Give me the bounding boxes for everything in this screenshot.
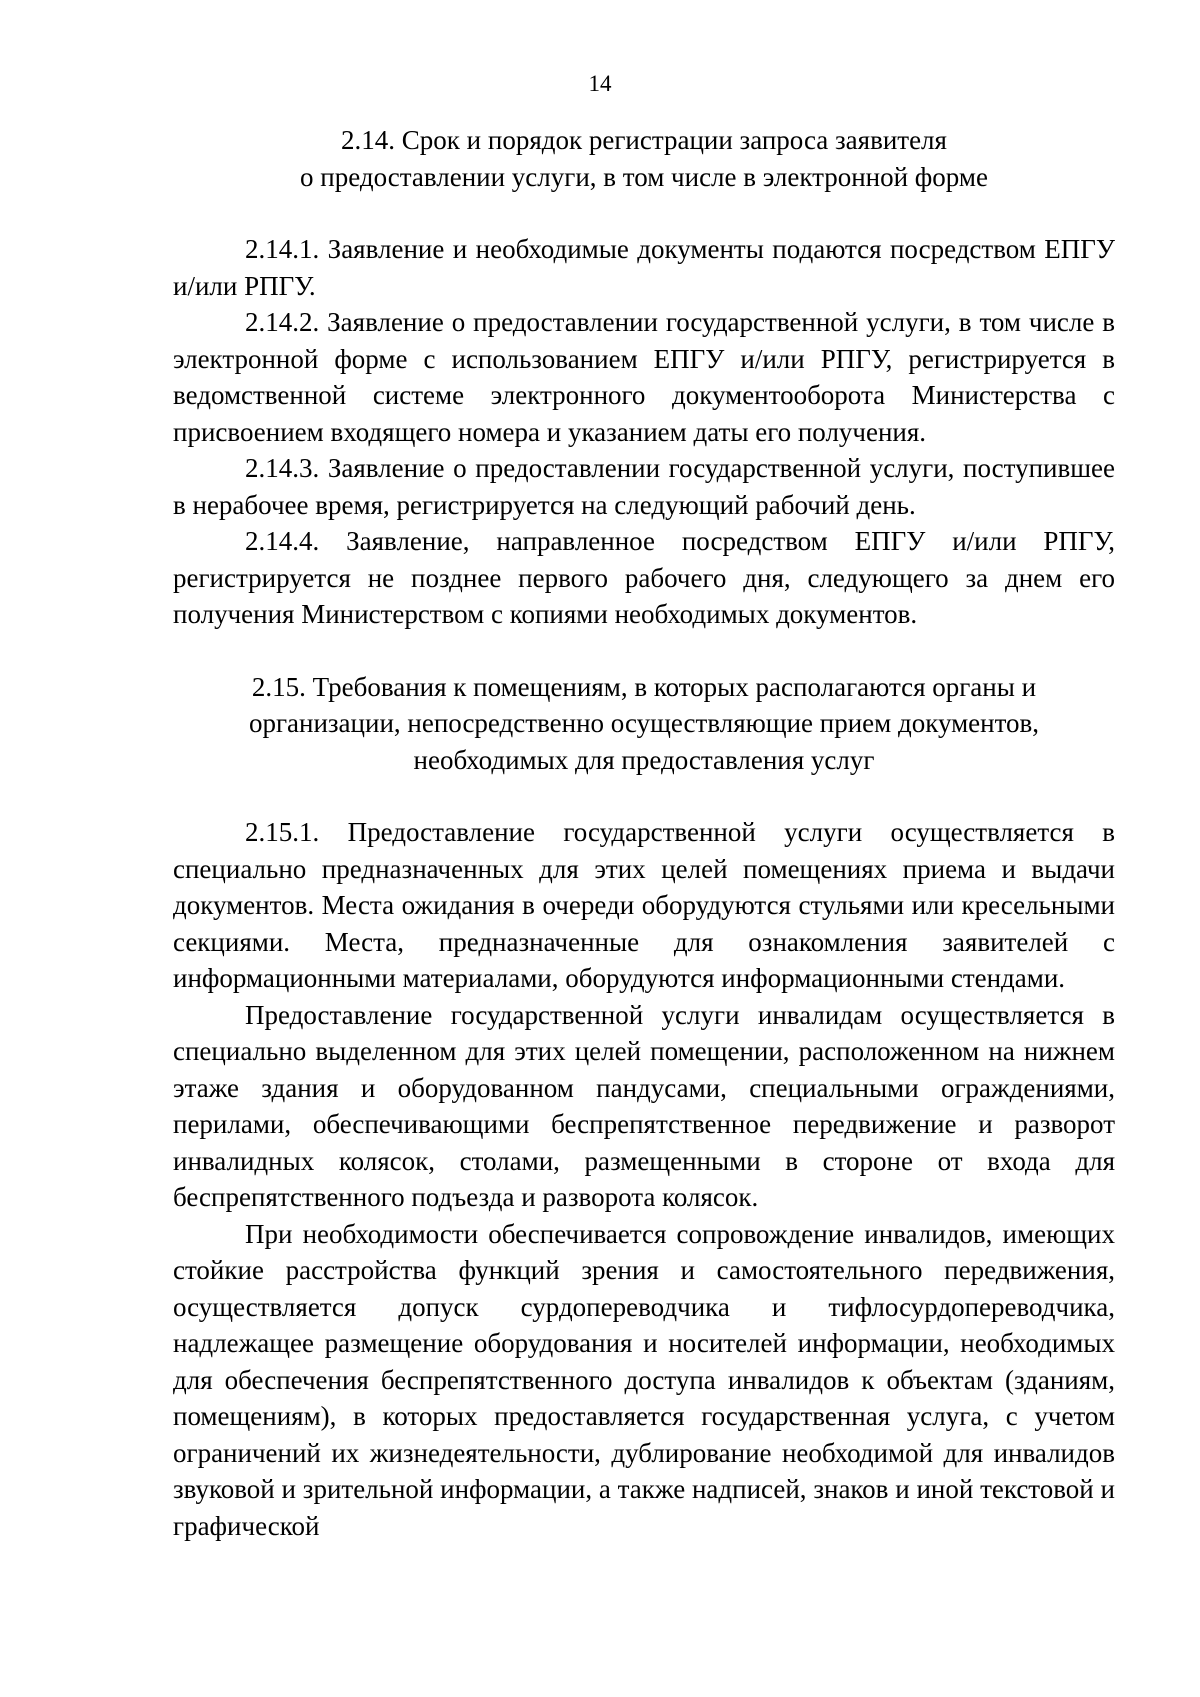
section-heading-2-15 (173, 669, 1115, 779)
paragraph-2-14-3: 2.14.3. Заявление о предоставлении государственной услуги, поступившее в нерабочее время, регистрируется на следующий рабочий день. (173, 453, 1115, 520)
heading-line: организации, непосредственно осуществляющие прием документов, (248, 708, 1040, 738)
paragraph-accessibility-premises: Предоставление государственной услуги инвалидам осуществляется в специально выделенном для этих целей помещении, расположенном на нижнем этаже здания и оборудованном пандусами, специальными ограждениями, перилами, обеспечивающими беспрепятственное передвижение и разворот инвалидных колясок, столами, размещенными в стороне от входа для беспрепятственного подъезда и разворота колясок. (173, 999, 1115, 1212)
heading-line: о предоставлении услуги, в том числе в электронной форме (300, 161, 988, 192)
paragraph-2-14-1: 2.14.1. Заявление и необходимые документы подаются посредством ЕПГУ и/или РПГУ. (173, 234, 1115, 301)
paragraph-2-15-1: 2.15.1. Предоставление государственной услуги осуществляется в специально предназначенных для этих целей помещениях приема и выдачи документов. Места ожидания в очереди оборудуются стульями или кресельными секциями. Места, предназначенные для ознакомления заявителей с информационными материалами, оборудуются информационными стендами. (173, 817, 1115, 993)
section-heading-2-14 (173, 122, 1115, 195)
paragraph-accessibility-support: При необходимости обеспечивается сопровождение инвалидов, имеющих стойкие расстройства функций зрения и самостоятельного передвижения, осуществляется допуск сурдопереводчика и тифлосурдопереводчика, надлежащее размещение оборудования и носителей информации, необходимых для обеспечения беспрепятственного доступа инвалидов к объектам (зданиям, помещениям), в которых предоставляется государственная услуга, с учетом ограничений их жизнедеятельности, дублирование необходимой для инвалидов звуковой и зрительной информации, а также надписей, знаков и иной текстовой и графической (173, 1218, 1115, 1541)
page-number: 14 (588, 71, 612, 96)
document-body (173, 122, 1115, 1544)
heading-line: 2.14. Срок и порядок регистрации запроса заявителя (341, 125, 947, 155)
paragraph-2-14-4: 2.14.4. Заявление, направленное посредством ЕПГУ и/или РПГУ, регистрируется не позднее первого рабочего дня, следующего за днем его получения Министерством с копиями необходимых документов. (173, 526, 1115, 629)
heading-line: 2.15. Требования к помещениям, в которых располагаются органы и (251, 671, 1037, 702)
heading-line: необходимых для предоставления услуг (413, 744, 875, 775)
paragraph-2-14-2: 2.14.2. Заявление о предоставлении государственной услуги, в том числе в электронной форме с использованием ЕПГУ и/или РПГУ, регистрируется в ведомственной системе электронного документооборота Министерства с присвоением входящего номера и указанием даты его получения. (173, 307, 1115, 447)
